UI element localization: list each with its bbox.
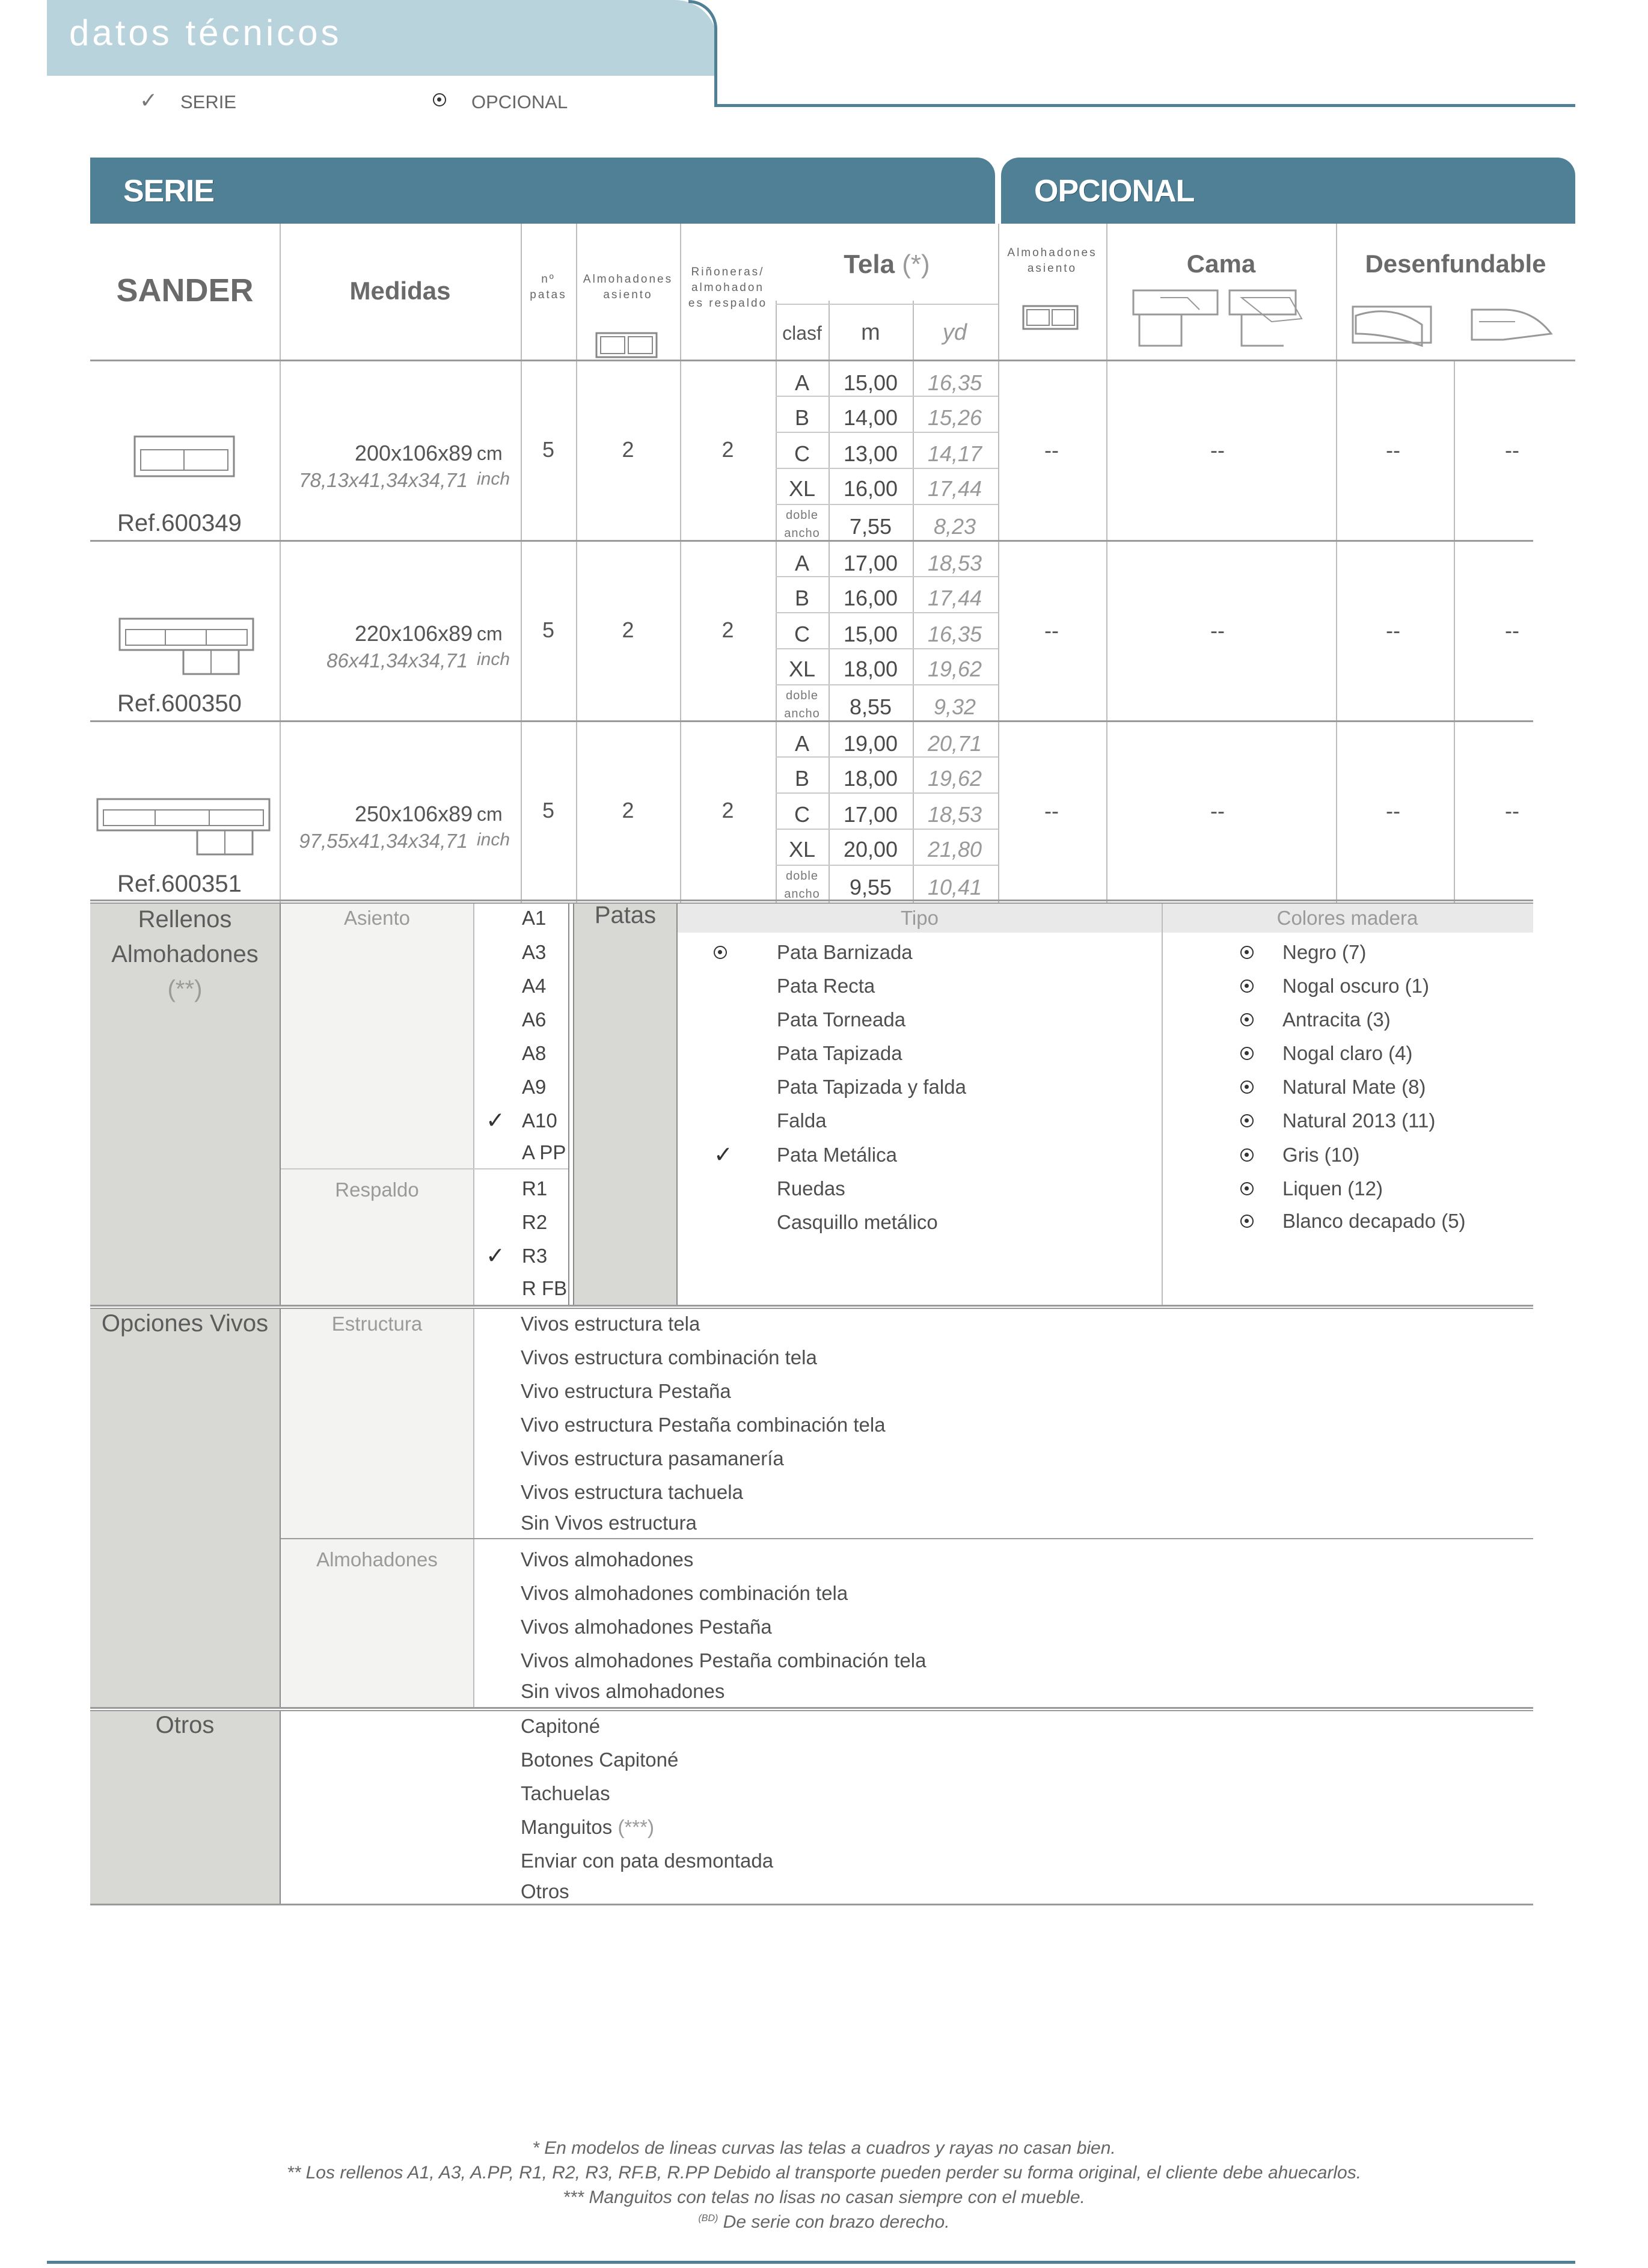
- page-title: datos técnicos: [69, 13, 342, 53]
- model-name: SANDER: [116, 272, 254, 308]
- other-option: Tachuelas: [521, 1782, 610, 1804]
- seat-code: A PP: [522, 1141, 566, 1163]
- fabric-yd: 20,71: [927, 731, 982, 756]
- unit-inch: inch: [477, 649, 510, 669]
- removable-cover-icon: [1350, 298, 1434, 352]
- option-value: --: [1505, 618, 1519, 643]
- fabric-class: XL: [788, 476, 816, 501]
- fabric-class-doble: doble ancho: [784, 869, 820, 901]
- fabric-m: 17,00: [843, 802, 898, 827]
- radio-icon: [1240, 979, 1254, 993]
- fabric-yd: 8,23: [933, 514, 976, 539]
- fabric-m: 19,00: [843, 731, 898, 756]
- back-code: R1: [522, 1177, 548, 1200]
- fabric-class: XL: [788, 657, 816, 681]
- almohadones-count: 2: [622, 618, 634, 642]
- leg-type: Ruedas: [777, 1177, 845, 1200]
- fabric-yd: 18,53: [927, 802, 982, 827]
- legend-opcional: OPCIONAL: [471, 91, 568, 112]
- check-icon: ✓: [714, 1142, 733, 1168]
- removable-cover-open-icon: [1467, 298, 1557, 352]
- unit-cm: cm: [477, 623, 503, 645]
- fabric-yd: 17,44: [927, 586, 982, 610]
- wood-color: Gris (10): [1282, 1144, 1360, 1166]
- col-medidas: Medidas: [349, 277, 451, 305]
- fabric-class: A: [794, 731, 809, 756]
- footnote-2: ** Los rellenos A1, A3, A.PP, R1, R2, R3, RF.B, R.PP Debido al transporte pueden perder su forma original, el cliente debe ahuecarlos.: [286, 2163, 1362, 2183]
- leg-type: Casquillo metálico: [777, 1211, 938, 1233]
- cushion-icon: [594, 329, 660, 360]
- vivos-title: Opciones Vivos: [101, 1310, 269, 1337]
- fabric-yd: 16,35: [927, 622, 982, 646]
- patas-count: 5: [542, 618, 555, 642]
- product-ref: Ref.600350: [117, 690, 242, 717]
- col-desenfundable: Desenfundable: [1365, 250, 1546, 278]
- leg-type: Pata Metálica: [777, 1144, 897, 1166]
- product-size-inch: 97,55x41,34x34,71: [299, 830, 468, 852]
- piping-option: Sin Vivos estructura: [521, 1512, 697, 1534]
- sofa-bed-icon: [1127, 286, 1224, 352]
- wood-color: Natural Mate (8): [1282, 1076, 1426, 1098]
- back-code: R3: [522, 1245, 548, 1267]
- fabric-class: C: [794, 441, 810, 466]
- sofa-bed-open-icon: [1224, 286, 1308, 352]
- piping-option: Vivos estructura combinación tela: [521, 1346, 817, 1368]
- seat-code: A9: [522, 1076, 547, 1098]
- seat-code: A10: [522, 1109, 557, 1132]
- option-value: --: [1210, 798, 1225, 823]
- seat-code: A3: [522, 941, 547, 963]
- check-icon: ✓: [139, 88, 158, 112]
- fabric-m: 18,00: [843, 657, 898, 681]
- wood-color: Nogal claro (4): [1282, 1042, 1413, 1064]
- fabric-yd: 10,41: [927, 875, 982, 900]
- fabric-yd: 16,35: [927, 370, 982, 395]
- fabric-yd: 19,62: [927, 766, 982, 791]
- seat-code: A6: [522, 1008, 547, 1031]
- unit-inch: inch: [477, 469, 510, 489]
- option-value: --: [1505, 438, 1519, 462]
- patas-title: Patas: [594, 902, 657, 928]
- fabric-m: 20,00: [843, 837, 898, 862]
- radio-icon: [1240, 1114, 1254, 1127]
- product-size-cm: 200x106x89: [355, 441, 473, 465]
- leg-type: Pata Tapizada: [777, 1042, 902, 1064]
- piping-option: Vivos almohadones Pestaña: [521, 1616, 772, 1638]
- piping-option: Vivos estructura tachuela: [521, 1481, 743, 1503]
- wood-color: Liquen (12): [1282, 1177, 1383, 1200]
- vivos-side: [90, 1309, 280, 1707]
- radio-icon: [1240, 1013, 1254, 1026]
- col-rinoneras: Riñoneras/ almohadon es respaldo: [688, 266, 768, 310]
- radio-icon: [1240, 1148, 1254, 1162]
- product-size-cm: 250x106x89: [355, 801, 473, 826]
- fabric-yd: 14,17: [927, 441, 982, 466]
- back-code: R2: [522, 1211, 548, 1233]
- rinoneras-count: 2: [721, 618, 734, 642]
- col-almohadones: Almohadones asiento: [583, 273, 673, 301]
- rinoneras-count: 2: [721, 798, 734, 823]
- otros-title: Otros: [155, 1712, 215, 1738]
- fabric-m: 16,00: [843, 476, 898, 501]
- seat-code: A4: [522, 975, 547, 997]
- wood-color: Natural 2013 (11): [1282, 1109, 1436, 1132]
- fabric-m: 18,00: [843, 766, 898, 791]
- fabric-class: B: [794, 766, 809, 791]
- piping-option: Vivo estructura Pestaña: [521, 1380, 731, 1402]
- leg-type: Pata Tapizada y falda: [777, 1076, 966, 1098]
- option-value: --: [1386, 798, 1400, 823]
- option-value: --: [1044, 798, 1059, 823]
- tipo-header: Tipo: [901, 907, 939, 929]
- piping-option: Vivos almohadones Pestaña combinación tela: [521, 1649, 927, 1672]
- almohadones-count: 2: [622, 437, 634, 462]
- header-rule: [715, 104, 1575, 107]
- rinoneras-count: 2: [721, 437, 734, 462]
- fabric-class: B: [794, 405, 809, 430]
- col-clasf: clasf: [782, 322, 822, 344]
- almohadones-count: 2: [622, 798, 634, 823]
- fabric-yd: 17,44: [927, 476, 982, 501]
- asiento-label: Asiento: [343, 907, 411, 929]
- product-ref: Ref.600351: [117, 871, 242, 897]
- leg-type: Pata Torneada: [777, 1008, 906, 1031]
- product-size-inch: 78,13x41,34x34,71: [299, 469, 468, 491]
- radio-icon: [1240, 1047, 1254, 1060]
- option-value: --: [1044, 618, 1059, 643]
- col-patas: nº patas: [530, 273, 567, 301]
- fabric-m: 13,00: [843, 441, 898, 466]
- option-value: --: [1210, 438, 1225, 462]
- wood-color: Nogal oscuro (1): [1282, 975, 1429, 997]
- unit-inch: inch: [477, 830, 510, 850]
- radio-icon: [1240, 1215, 1254, 1228]
- fabric-m: 9,55: [849, 875, 892, 900]
- unit-cm: cm: [477, 803, 503, 825]
- footnote-4: $^{(BD)}$ De serie con brazo derecho.: [698, 2212, 950, 2232]
- fabric-class: XL: [788, 837, 816, 862]
- estructura-label: Estructura: [331, 1313, 423, 1335]
- other-option: Otros: [521, 1880, 569, 1902]
- check-icon: ✓: [486, 1108, 505, 1133]
- sofa-icon: [117, 616, 256, 676]
- radio-icon: [433, 93, 446, 106]
- piping-option: Vivos estructura tela: [521, 1313, 700, 1335]
- legend-serie: SERIE: [180, 91, 237, 112]
- option-value: --: [1210, 618, 1225, 643]
- leg-type: Pata Barnizada: [777, 941, 913, 963]
- leg-type: Falda: [777, 1109, 827, 1132]
- leg-type: Pata Recta: [777, 975, 875, 997]
- patas-side: [574, 904, 676, 1305]
- product-ref: Ref.600349: [117, 510, 242, 536]
- respaldo-label: Respaldo: [335, 1178, 419, 1201]
- piping-option: Vivos almohadones: [521, 1548, 694, 1571]
- fabric-m: 15,00: [843, 370, 898, 395]
- fabric-yd: 9,32: [933, 694, 976, 719]
- fabric-yd: 15,26: [927, 405, 982, 430]
- piping-option: Sin vivos almohadones: [521, 1680, 725, 1702]
- option-value: --: [1505, 798, 1519, 823]
- sofa-icon: [132, 433, 237, 481]
- patas-count: 5: [542, 798, 555, 823]
- radio-icon: [1240, 1080, 1254, 1094]
- band-opcional: OPCIONAL: [1001, 158, 1575, 224]
- col-cama: Cama: [1186, 250, 1256, 278]
- fabric-class: A: [794, 370, 809, 395]
- col-tela: Tela (*): [844, 250, 930, 279]
- radio-icon: [1240, 1182, 1254, 1195]
- footnote-1: * En modelos de lineas curvas las telas a cuadros y rayas no casan bien.: [532, 2138, 1116, 2158]
- fabric-class: A: [794, 551, 809, 575]
- piping-option: Vivos estructura pasamanería: [521, 1447, 784, 1470]
- fabric-m: 8,55: [849, 694, 892, 719]
- tab-outline: [688, 0, 717, 107]
- footnote-3: *** Manguitos con telas no lisas no casan siempre con el mueble.: [563, 2187, 1085, 2207]
- col-opt-almohadones: Almohadones asiento: [1007, 247, 1097, 275]
- cushion-icon-optional: [1021, 304, 1081, 331]
- fabric-class: C: [794, 802, 810, 827]
- option-value: --: [1044, 438, 1059, 462]
- radio-icon: [1240, 946, 1254, 959]
- fabric-yd: 18,53: [927, 551, 982, 575]
- fabric-m: 16,00: [843, 586, 898, 610]
- fabric-yd: 19,62: [927, 657, 982, 681]
- option-value: --: [1386, 618, 1400, 643]
- radio-icon: [714, 946, 727, 959]
- unit-cm: cm: [477, 443, 503, 464]
- fabric-class: C: [794, 622, 810, 646]
- piping-option: Vivos almohadones combinación tela: [521, 1582, 848, 1604]
- back-code: R FB: [522, 1277, 568, 1299]
- colores-header: Colores madera: [1276, 907, 1418, 929]
- fabric-class-doble: doble ancho: [784, 689, 820, 720]
- band-serie: SERIE: [90, 158, 995, 224]
- col-m: m: [861, 320, 880, 345]
- seat-code: A8: [522, 1042, 547, 1064]
- wood-color: Antracita (3): [1282, 1008, 1391, 1031]
- wood-color: Negro (7): [1282, 941, 1367, 963]
- fabric-m: 17,00: [843, 551, 898, 575]
- piping-option: Vivo estructura Pestaña combinación tela: [521, 1414, 886, 1436]
- footer-rule: [47, 2261, 1575, 2264]
- fabric-m: 15,00: [843, 622, 898, 646]
- other-option: Enviar con pata desmontada: [521, 1850, 774, 1872]
- check-icon: ✓: [486, 1243, 505, 1269]
- fabric-m: 14,00: [843, 405, 898, 430]
- other-option: Manguitos (***): [521, 1816, 654, 1838]
- seat-code: A1: [522, 907, 547, 929]
- fabric-class-doble: doble ancho: [784, 509, 820, 540]
- patas-count: 5: [542, 437, 555, 462]
- product-size-inch: 86x41,34x34,71: [326, 649, 468, 672]
- sofa-icon: [95, 797, 272, 857]
- other-option: Botones Capitoné: [521, 1749, 679, 1771]
- wood-color: Blanco decapado (5): [1282, 1210, 1466, 1232]
- col-yd: yd: [942, 320, 967, 345]
- rellenos-title: Rellenos Almohadones (**): [111, 906, 259, 1002]
- product-size-cm: 220x106x89: [355, 621, 473, 646]
- fabric-class: B: [794, 586, 809, 610]
- fabric-yd: 21,80: [927, 837, 982, 862]
- other-option: Capitoné: [521, 1715, 601, 1737]
- option-value: --: [1386, 438, 1400, 462]
- almohadones-label: Almohadones: [316, 1548, 438, 1571]
- fabric-m: 7,55: [849, 514, 892, 539]
